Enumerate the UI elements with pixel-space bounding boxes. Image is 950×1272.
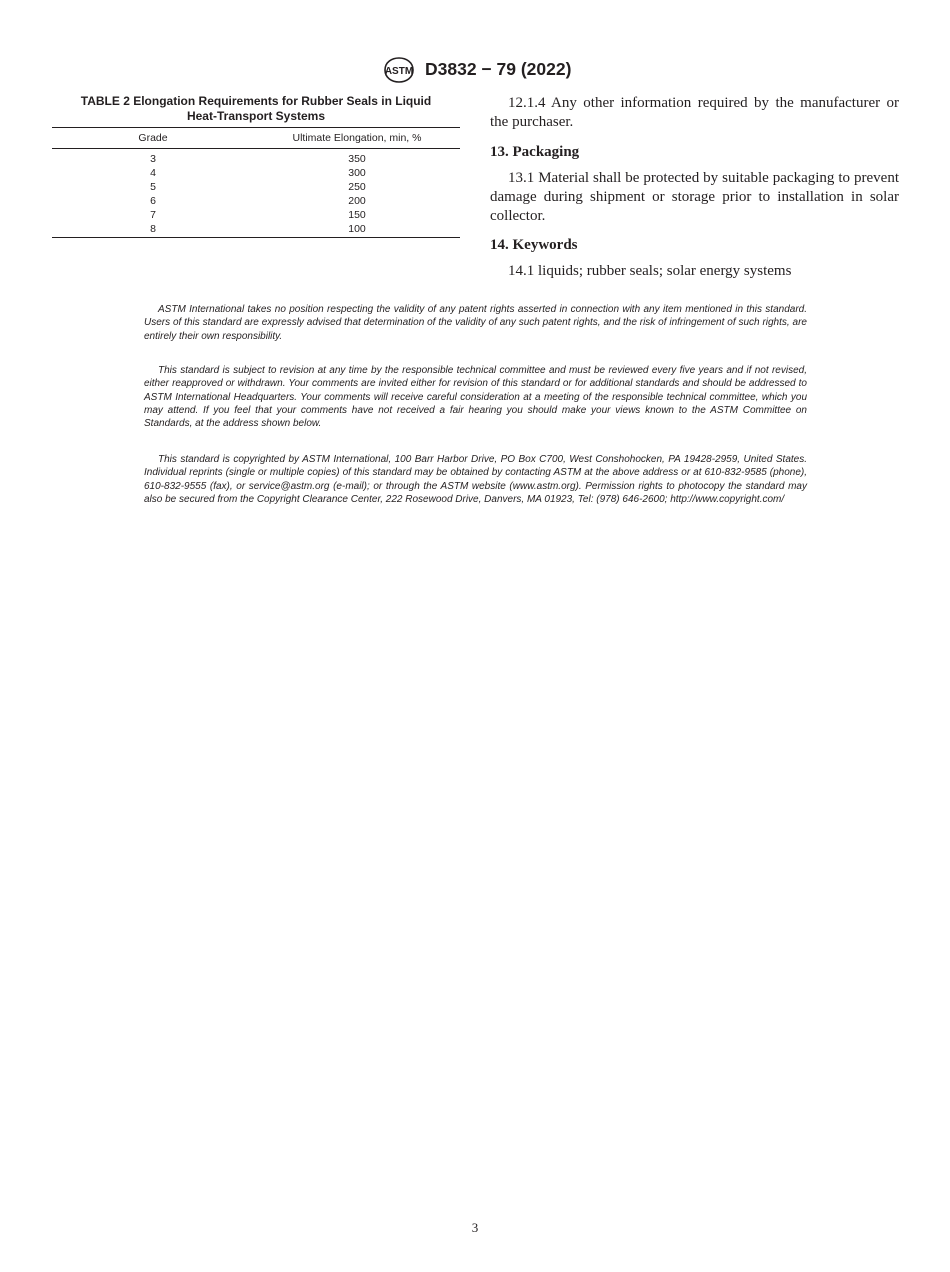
grade-cell: 5 — [150, 181, 156, 193]
patent-notice: ASTM International takes no position respecting the validity of any patent rights asserted in connection with any item mentioned in this standard. Users of this standard are expressly advised that determination of the validity of any such patent rights, and the risk of infringement of such rights, are entirely their own responsibility. — [144, 304, 807, 342]
revision-notice: This standard is subject to revision at any time by the responsible technical committee and must be reviewed every five years and if not revised, either reapproved or withdrawn. Your comments are invited either for revision of this standard or for additional standards and should be addressed to ASTM International Headquarters. Your comments will receive careful consideration at a meeting of the responsible technical committee, which you may attend. If you feel that your comments have not received a fair hearing you should make your views known to the ASTM Committee on Standards, at the address shown below. — [144, 365, 807, 430]
table-header-row — [52, 128, 460, 149]
table-caption-line2: Heat-Transport Systems — [186, 108, 326, 123]
grade-cell: 6 — [150, 195, 156, 207]
table-row — [52, 180, 460, 194]
table-row — [52, 152, 460, 166]
grade-cell: 7 — [150, 209, 156, 221]
elongation-cell: 350 — [348, 153, 366, 165]
elongation-table — [52, 127, 460, 238]
elongation-cell: 300 — [348, 167, 366, 179]
svg-text:ASTM: ASTM — [384, 66, 414, 77]
grade-cell: 4 — [150, 167, 156, 179]
standard-designation: D3832 − 79 (2022) — [425, 59, 572, 79]
elongation-cell: 200 — [348, 195, 366, 207]
grade-cell: 8 — [150, 223, 156, 235]
col-header-elongation: Ultimate Elongation, min, % — [292, 132, 422, 144]
section-13-heading: 13. Packaging — [490, 144, 580, 160]
paragraph-14-1: 14.1 liquids; rubber seals; solar energy systems — [508, 263, 792, 279]
page-number: 3 — [471, 1220, 479, 1235]
page-header — [0, 57, 950, 85]
elongation-cell: 150 — [348, 209, 366, 221]
table-row — [52, 222, 460, 236]
table-row — [52, 208, 460, 222]
elongation-cell: 250 — [348, 181, 366, 193]
table-caption-line1: TABLE 2 Elongation Requirements for Rubber Seals in Liquid — [80, 94, 432, 108]
table-row — [52, 166, 460, 180]
grade-cell: 3 — [150, 153, 156, 165]
table-row — [52, 194, 460, 208]
table-caption — [52, 94, 460, 123]
paragraph-13-1: 13.1 Material shall be protected by suitable packaging to prevent damage during shipment or storage prior to installation in solar collector. — [490, 170, 899, 224]
paragraph-12-1-4: 12.1.4 Any other information required by the manufacturer or the purchaser. — [490, 95, 899, 130]
table-bottom-rule — [52, 237, 460, 238]
elongation-cell: 100 — [348, 223, 366, 235]
astm-logo-icon — [382, 57, 416, 83]
copyright-notice: This standard is copyrighted by ASTM International, 100 Barr Harbor Drive, PO Box C700, West Conshohocken, PA 19428-2959, United States. Individual reprints (single or multiple copies) of this standard may be obtained by contacting ASTM at the above address or at 610-832-9585 (phone), 610-832-9555 (fax), or service@astm.org (e-mail); or through the ASTM website (www.astm.org). Permission rights to photocopy the standard may also be secured from the Copyright Clearance Center, 222 Rosewood Drive, Danvers, MA 01923, Tel: (978) 646-2600; http://www.copyright.com/ — [144, 454, 807, 505]
col-header-grade: Grade — [138, 132, 168, 144]
section-14-heading: 14. Keywords — [490, 237, 578, 253]
